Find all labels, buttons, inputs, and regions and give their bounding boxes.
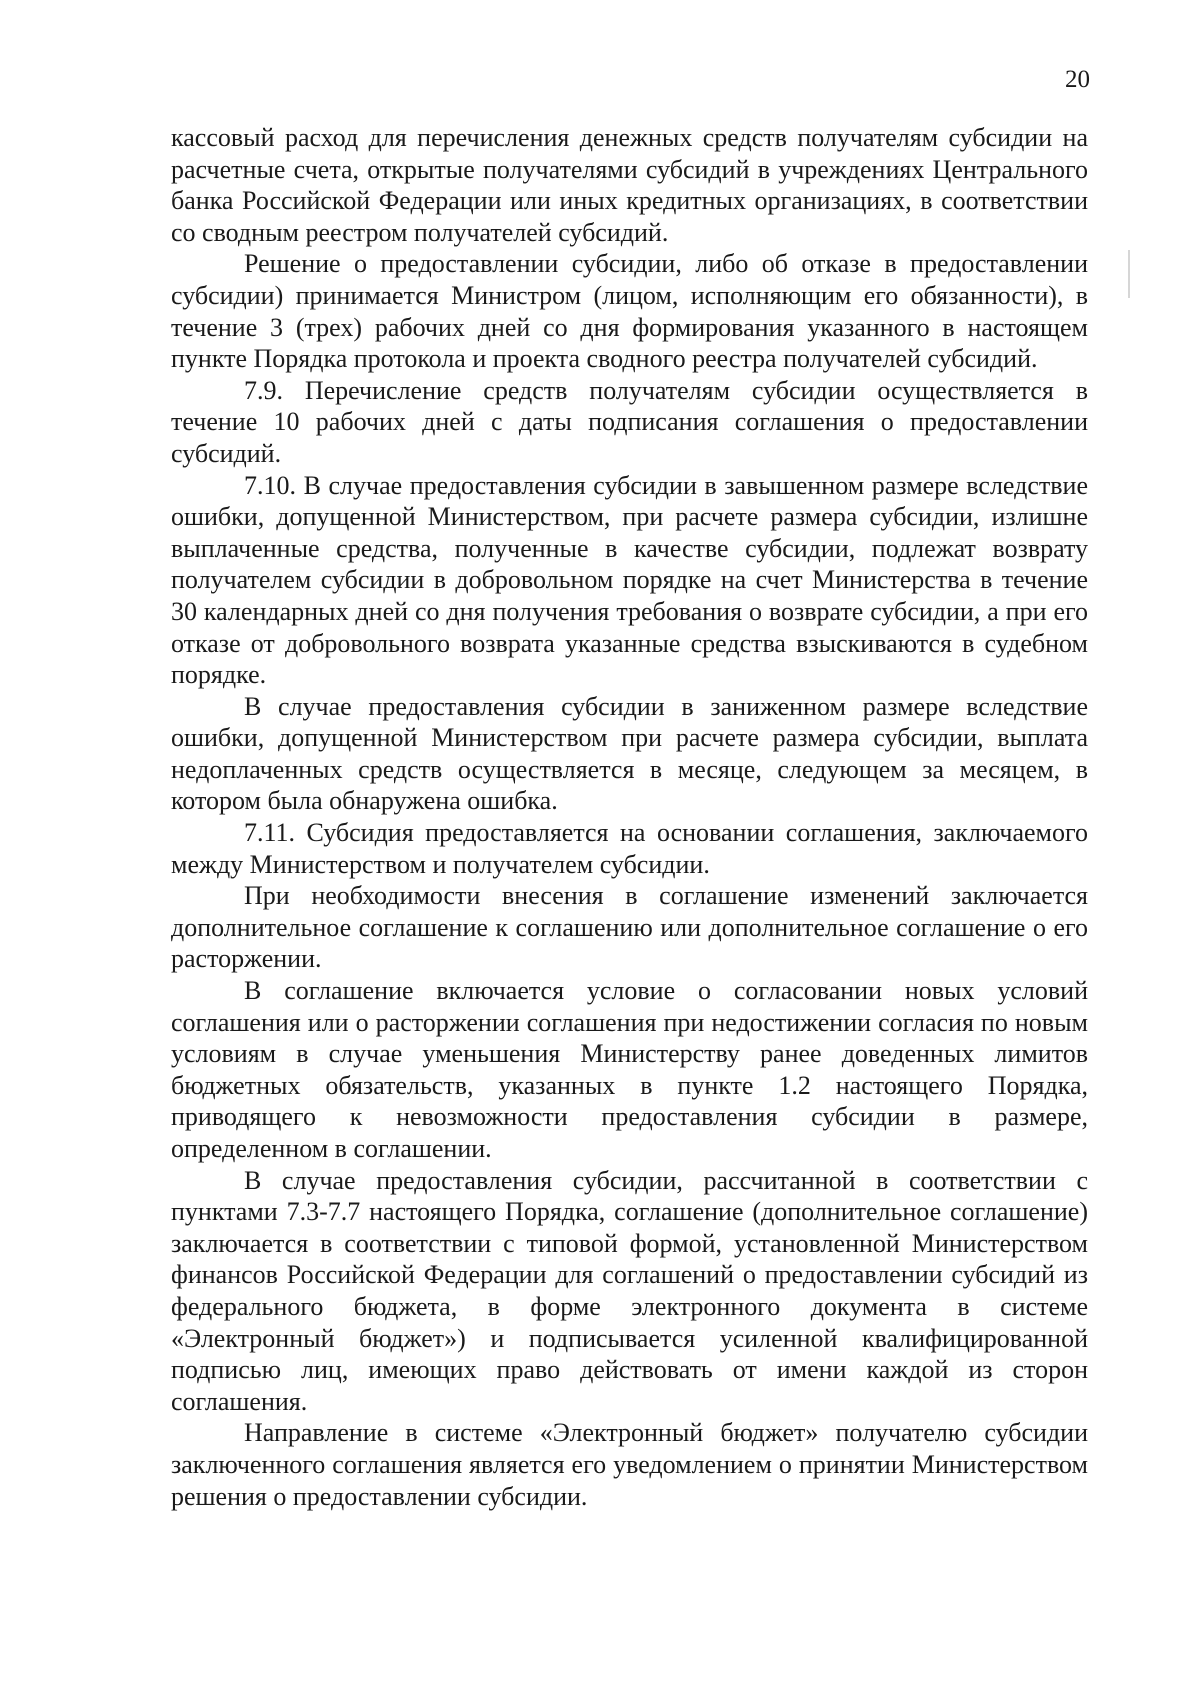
document-body [171, 122, 1088, 1512]
paragraph-continuation: кассовый расход для перечисления денежных средств получателям субсидии на расчетные счета, открытые получателями субсидий в учреждениях Центрального банка Российской Федерации или иных кредитных организациях, в соответствии со сводным реестром получателей субсидий. [171, 123, 1088, 247]
paragraph-7-9: 7.9. Перечисление средств получателям субсидии осуществляется в течение 10 рабочих дней с даты подписания соглашения о предоставлении субсидий. [171, 375, 1088, 468]
paragraph-new-conditions: В соглашение включается условие о согласовании новых условий соглашения или о расторжении соглашения при недостижении согласия по новым условиям в случае уменьшения Министерству ранее доведенных лимитов бюджетных обязательств, указанных в пункте 1.2 настоящего Порядка, приводящего к невозможности предоставления субсидии в размере, определенном в соглашении. [171, 976, 1088, 1163]
page-number: 20 [1065, 66, 1090, 93]
scan-artifact [1128, 250, 1130, 298]
paragraph-notification: Направление в системе «Электронный бюджет» получателю субсидии заключенного соглашения является его уведомлением о принятии Министерством решения о предоставлении субсидии. [171, 1418, 1088, 1511]
paragraph-amendments: При необходимости внесения в соглашение изменений заключается дополнительное соглашение к соглашению или дополнительное соглашение о его расторжении. [171, 881, 1088, 974]
paragraph-standard-form: В случае предоставления субсидии, рассчитанной в соответствии с пунктами 7.3-7.7 настоящего Порядка, соглашение (дополнительное соглашение) заключается в соответствии с типовой формой, установленной Министерством финансов Российской Федерации для соглашений о предоставлении субсидий из федерального бюджета, в форме электронного документа в системе «Электронный бюджет») и подписывается усиленной квалифицированной подписью лиц, имеющих право действовать от имени каждой из сторон соглашения. [171, 1165, 1088, 1416]
paragraph-7-10: 7.10. В случае предоставления субсидии в завышенном размере вследствие ошибки, допущенной Министерством, при расчете размера субсидии, излишне выплаченные средства, полученные в качестве субсидии, подлежат возврату получателем субсидии в добровольном порядке на счет Министерства в течение 30 календарных дней со дня получения требования о возврате субсидии, а при его отказе от добровольного возврата указанные средства взыскиваются в судебном порядке. [171, 470, 1088, 690]
paragraph-decision: Решение о предоставлении субсидии, либо об отказе в предоставлении субсидии) принимается Министром (лицом, исполняющим его обязанности), в течение 3 (трех) рабочих дней со дня формирования указанного в настоящем пункте Порядка протокола и проекта сводного реестра получателей субсидий. [171, 249, 1088, 374]
paragraph-underpayment: В случае предоставления субсидии в заниженном размере вследствие ошибки, допущенной Министерством при расчете размера субсидии, выплата недоплаченных средств осуществляется в месяце, следующем за месяцем, в котором была обнаружена ошибка. [171, 691, 1088, 816]
paragraph-7-11: 7.11. Субсидия предоставляется на основании соглашения, заключаемого между Министерством и получателем субсидии. [171, 818, 1088, 879]
